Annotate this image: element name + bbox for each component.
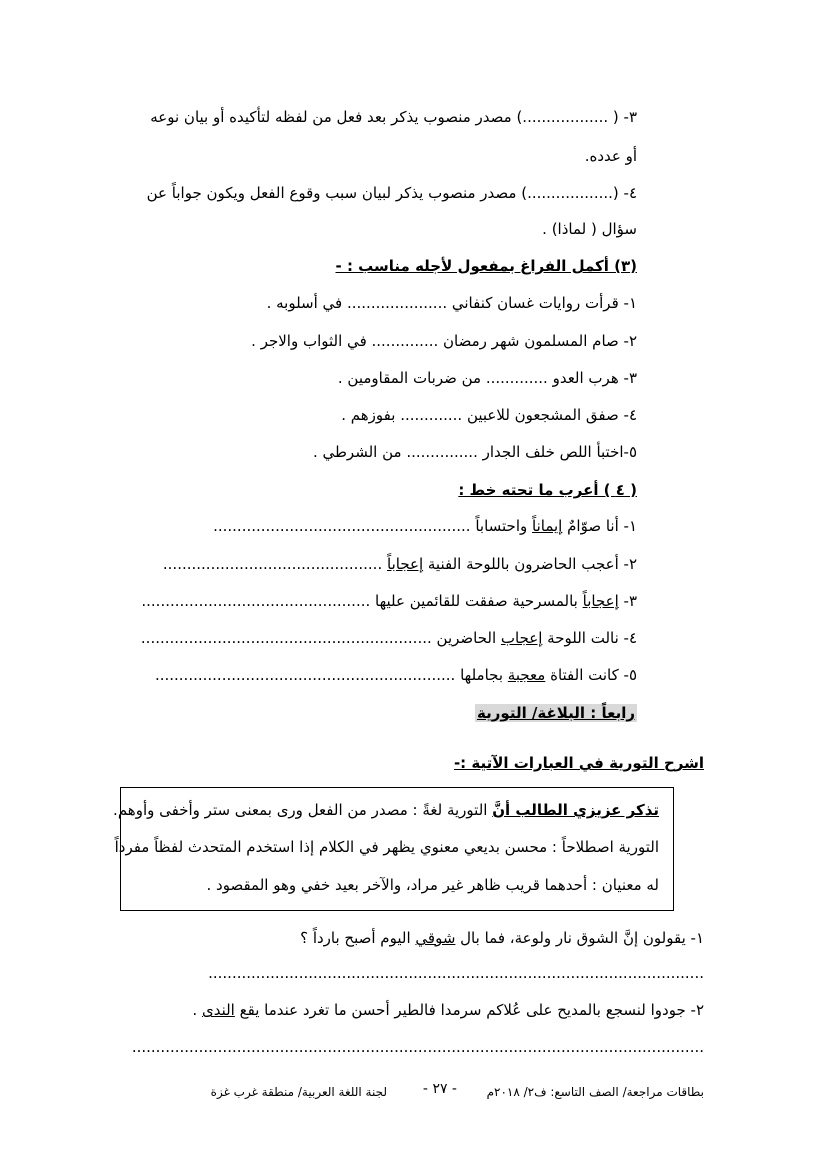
item-answer-dots: واحتساباً ...................................................... [213,517,533,535]
exercise-2 [192,999,704,1021]
item-answer-dots: بالمسرحية صفقت للقائمين عليها ................................................ [141,592,583,610]
item-answer-dots: .............................................. [162,555,387,573]
exercise-text: ١- يقولون إنَّ الشوق نار ولوعة، فما بال [455,929,704,947]
definition-3-line-2: أو عدده. [584,147,637,165]
underlined-word: إعجاب [500,629,543,647]
section-4-heading-text: رابعاً : البلاغة/ التورية [477,704,635,722]
exercise-2-answer-line: ........................................................................................................................ [131,1038,704,1056]
footer-committee: لجنة اللغة العربية/ منطقة غرب غزة [210,1085,387,1099]
question-3-item-2: ٢- صام المسلمون شهر رمضان .............. في الثواب والاجر . [251,332,637,350]
question-4-item-1 [213,515,637,537]
question-4-item-2 [163,553,637,575]
definition-4-line-1: ٤- (..................) مصدر منصوب يذكر لبيان سبب وقوع الفعل ويكون جواباً عن [146,184,637,202]
underlined-word: معجبة [507,666,546,684]
item-answer-dots: الحاضرين ............................................................. [140,629,501,647]
question-3-item-1: ١- قرأت روايات غسان كنفاني ..................... في أسلوبه . [266,294,637,312]
question-4-item-5 [155,664,637,686]
question-4-item-3 [141,590,637,612]
reminder-lead: تذكر عزيزي الطالب أنَّ [492,801,659,819]
exercise-text-end: . [192,1001,202,1019]
question-3-item-3: ٣- هرب العدو ............. من ضربات المقاومين . [337,369,637,387]
question-3-title: (٣) أكمل الفراغ بمفعول لأجله مناسب : - [335,257,637,275]
exercise-1 [300,927,704,949]
reminder-line-1 [113,799,659,821]
footer-course-info: بطاقات مراجعة/ الصف التاسع: ف٢/ ٢٠١٨م [486,1085,704,1099]
definition-4-line-2: سؤال ( لماذا) . [542,220,637,238]
item-text: ٥- كانت الفتاة [545,666,637,684]
item-answer-dots: بجاملها ............................................................... [154,666,508,684]
definition-3-line-1: ٣- ( ..................) مصدر منصوب يذكر بعد فعل من لفظه لتأكيده أو بيان نوعه [150,108,637,126]
question-4-title: ( ٤ ) أعرب ما تحته خط : [458,481,637,499]
question-4-item-4 [141,627,637,649]
footer-page-number: - ٢٧ - [422,1081,457,1097]
item-text: ٤- نالت اللوحة [542,629,637,647]
exercise-text: ٢- جودوا لنسجع بالمديح على عُلاكم سرمدا فالطير أحسن ما تغرد عندما يقع [234,1001,704,1019]
item-text: ١- أنا صوّامٌ [562,517,637,535]
item-text: ٢- أعجب الحاضرون باللوحة الفنية [423,555,637,573]
exercise-text-end: اليوم أصبح بارداً ؟ [300,929,416,947]
underlined-word: إعجاباً [387,555,424,573]
reminder-line-3: له معنيان : أحدهما قريب ظاهر غير مراد، والآخر بعيد خفي وهو المقصود . [206,876,659,894]
item-text: ٣- [618,592,637,610]
underlined-word: الندى [201,1001,235,1019]
reminder-definition: التورية لغةً : مصدر من الفعل ورى بمعنى ستر وأخفى وأوهم. [113,801,493,819]
reminder-line-2: التورية اصطلاحاً : محسن بديعي معنوي يظهر في الكلام إذا استخدم المتحدث لفظاً مفرداً [114,838,659,856]
underlined-word: إعجاباً [582,592,619,610]
question-3-item-4: ٤- صفق المشجعون للاعبين ............. بفوزهم . [341,406,637,424]
underlined-word: شوقي [415,929,456,947]
section-4-instruction: اشرح التورية في العبارات الآتية :- [453,754,704,772]
question-3-item-5: ٥-اختبأ اللص خلف الجدار ............... من الشرطي . [312,443,637,461]
section-4-heading [475,702,637,724]
exercise-1-answer-line: ........................................................................................................ [208,964,704,982]
underlined-word: إيماناً [532,517,563,535]
